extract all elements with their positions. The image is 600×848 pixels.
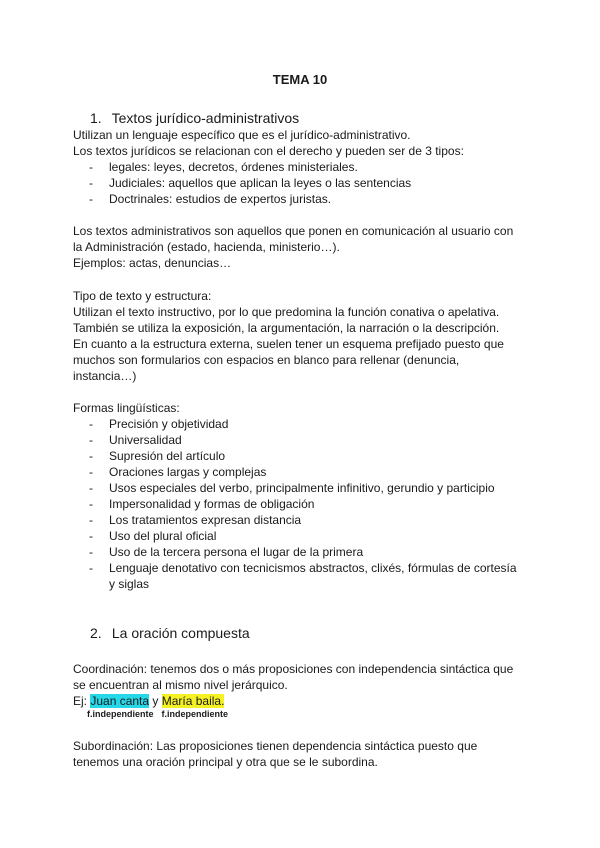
- list-item: - legales: leyes, decretos, órdenes ministeriales.: [73, 159, 533, 175]
- clause-tags: [73, 709, 543, 720]
- list-item: - Impersonalidad y formas de obligación: [73, 496, 533, 512]
- section-number: 2.: [90, 625, 102, 641]
- section-number: 1.: [90, 110, 102, 126]
- section1-intro: [73, 127, 533, 207]
- paragraph-line: se encuentran al mismo nivel jerárquico.: [73, 678, 288, 692]
- paragraph-line: Ejemplos: actas, denuncias…: [73, 256, 232, 270]
- list-item: - Oraciones largas y complejas: [73, 464, 533, 480]
- admin-paragraph: [73, 223, 543, 271]
- subordination-paragraph: [73, 738, 533, 770]
- paragraph-line: Coordinación: tenemos dos o más proposiciones con independencia sintáctica que: [73, 662, 514, 676]
- list-item: - Uso de la tercera persona el lugar de la primera: [73, 544, 533, 560]
- highlighted-clause-1: Juan canta: [90, 694, 150, 708]
- list-item: - Precisión y objetividad: [73, 416, 533, 432]
- paragraph-line: Utilizan un lenguaje específico que es el jurídico-administrativo.: [73, 128, 411, 142]
- forms-label: Formas lingüísticas:: [73, 401, 180, 415]
- clause-tag-1: f.independiente: [87, 709, 154, 719]
- paragraph-line: Los textos administrativos son aquellos que ponen en comunicación al usuario con: [73, 224, 514, 238]
- list-item: - Universalidad: [73, 432, 533, 448]
- section-title: Textos jurídico-administrativos: [111, 110, 300, 126]
- list-item: - Uso del plural oficial: [73, 528, 533, 544]
- section-heading-1: [90, 109, 550, 127]
- list-item-continuation: y siglas: [109, 577, 150, 591]
- list-item: - Supresión del artículo: [73, 448, 533, 464]
- paragraph-line: instancia…): [73, 369, 137, 383]
- paragraph-line: tenemos una oración principal y otra que se le subordina.: [73, 755, 378, 769]
- paragraph-line: En cuanto a la estructura externa, suelen tener un esquema prefijado puesto que: [73, 337, 504, 351]
- list-item: - Doctrinales: estudios de expertos juristas.: [73, 191, 533, 207]
- highlighted-clause-2: María baila.: [161, 694, 225, 708]
- text-types-list: [73, 159, 533, 207]
- paragraph-line: Utilizan el texto instructivo, por lo que predomina la función conativa o apelativa.: [73, 305, 500, 319]
- paragraph-line: Los textos jurídicos se relacionan con el derecho y pueden ser de 3 tipos:: [73, 144, 464, 158]
- paragraph-line: También se utiliza la exposición, la argumentación, la narración o la descripción.: [73, 321, 500, 335]
- linguistic-forms: [73, 400, 533, 592]
- list-item: - Usos especiales del verbo, principalmente infinitivo, gerundio y participio: [73, 480, 533, 496]
- section-title: La oración compuesta: [111, 625, 250, 641]
- list-item: - Los tratamientos expresan distancia: [73, 512, 533, 528]
- paragraph-line: Subordinación: Las proposiciones tienen dependencia sintáctica puesto que: [73, 739, 478, 753]
- forms-list: [73, 416, 533, 576]
- paragraph-line: Tipo de texto y estructura:: [73, 289, 212, 303]
- clause-tag-2: f.independiente: [161, 709, 229, 719]
- page-title: TEMA 10: [272, 72, 328, 87]
- section-heading-2: [90, 624, 550, 642]
- coordination-paragraph: [73, 661, 543, 720]
- list-item: - Lenguaje denotativo con tecnicismos abstractos, clixés, fórmulas de cortesía: [73, 560, 533, 576]
- structure-paragraph: [73, 288, 533, 384]
- paragraph-line: la Administración (estado, hacienda, ministerio…).: [73, 240, 340, 254]
- example-line: [73, 693, 543, 709]
- conjunction: y: [149, 694, 162, 708]
- paragraph-line: muchos son formularios con espacios en blanco para rellenar (denuncia,: [73, 353, 460, 367]
- list-item: - Judiciales: aquellos que aplican la leyes o las sentencias: [73, 175, 533, 191]
- example-prefix: Ej:: [73, 694, 91, 708]
